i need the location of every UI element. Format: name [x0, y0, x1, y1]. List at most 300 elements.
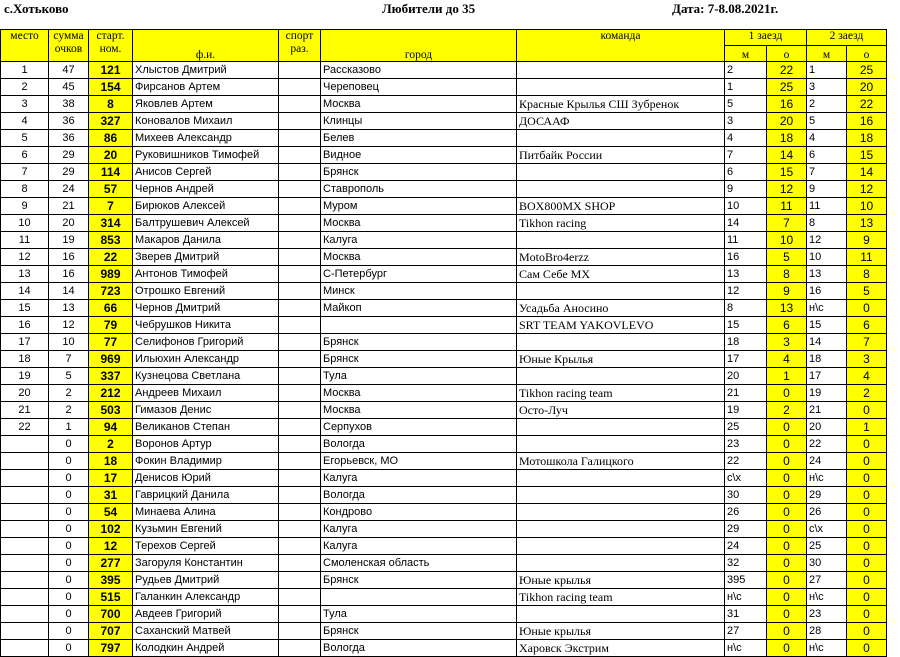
cell-race1-place: 17	[725, 351, 767, 368]
cell-name: Руковишников Тимофей	[133, 147, 279, 164]
cell-race2-points: 0	[847, 538, 887, 555]
cell-race1-points: 0	[767, 640, 807, 657]
cell-place	[1, 572, 49, 589]
cell-team	[517, 334, 725, 351]
cell-city: Тула	[321, 606, 517, 623]
cell-sport-rank	[279, 198, 321, 215]
cell-place: 5	[1, 130, 49, 147]
cell-place	[1, 589, 49, 606]
cell-race2-points: 0	[847, 623, 887, 640]
cell-race1-place: 29	[725, 521, 767, 538]
cell-sport-rank	[279, 215, 321, 232]
cell-points: 19	[49, 232, 89, 249]
cell-name: Анисов Сергей	[133, 164, 279, 181]
cell-city: Брянск	[321, 351, 517, 368]
cell-team	[517, 130, 725, 147]
cell-place: 14	[1, 283, 49, 300]
cell-sport-rank	[279, 538, 321, 555]
cell-race1-place: 2	[725, 62, 767, 79]
cell-race2-place: 17	[807, 368, 847, 385]
cell-city: С-Петербург	[321, 266, 517, 283]
cell-name: Галанкин Александр	[133, 589, 279, 606]
cell-race2-points: 0	[847, 300, 887, 317]
cell-points: 16	[49, 266, 89, 283]
cell-points: 38	[49, 96, 89, 113]
cell-race2-points: 0	[847, 555, 887, 572]
cell-points: 29	[49, 164, 89, 181]
cell-name: Денисов Юрий	[133, 470, 279, 487]
cell-place: 20	[1, 385, 49, 402]
cell-race2-place: 26	[807, 504, 847, 521]
cell-place	[1, 538, 49, 555]
cell-race1-points: 11	[767, 198, 807, 215]
cell-race2-points: 15	[847, 147, 887, 164]
cell-points: 1	[49, 419, 89, 436]
cell-race1-place: 1	[725, 79, 767, 96]
cell-race2-points: 16	[847, 113, 887, 130]
cell-race1-place: 31	[725, 606, 767, 623]
cell-race2-points: 0	[847, 453, 887, 470]
cell-name: Чебрушков Никита	[133, 317, 279, 334]
cell-race2-place: 27	[807, 572, 847, 589]
cell-city: Брянск	[321, 572, 517, 589]
cell-race1-place: 395	[725, 572, 767, 589]
cell-place	[1, 521, 49, 538]
table-row	[1, 181, 887, 198]
cell-city: Рассказово	[321, 62, 517, 79]
cell-team	[517, 555, 725, 572]
cell-team: Tikhon racing team	[517, 589, 725, 606]
col-header-start-num: старт. ном.	[89, 30, 133, 62]
table-row	[1, 538, 887, 555]
cell-race1-points: 5	[767, 249, 807, 266]
table-row	[1, 198, 887, 215]
cell-race2-place: 16	[807, 283, 847, 300]
cell-race2-points: 4	[847, 368, 887, 385]
cell-race1-points: 8	[767, 266, 807, 283]
cell-name: Балтрушевич Алексей	[133, 215, 279, 232]
cell-city: Кондрово	[321, 504, 517, 521]
cell-sport-rank	[279, 317, 321, 334]
cell-race2-place: 10	[807, 249, 847, 266]
cell-place: 11	[1, 232, 49, 249]
col-header-race1: 1 заезд	[725, 30, 807, 46]
cell-city: Калуга	[321, 232, 517, 249]
cell-city: Минск	[321, 283, 517, 300]
cell-start-num: 337	[89, 368, 133, 385]
cell-points: 0	[49, 640, 89, 657]
cell-sport-rank	[279, 334, 321, 351]
cell-sport-rank	[279, 589, 321, 606]
cell-race2-points: 1	[847, 419, 887, 436]
cell-start-num: 17	[89, 470, 133, 487]
cell-race1-place: 23	[725, 436, 767, 453]
cell-team	[517, 62, 725, 79]
table-row	[1, 504, 887, 521]
table-row	[1, 453, 887, 470]
col-header-race1-points: о	[767, 46, 807, 62]
cell-team	[517, 419, 725, 436]
cell-place: 21	[1, 402, 49, 419]
cell-start-num: 102	[89, 521, 133, 538]
cell-name: Кузнецова Светлана	[133, 368, 279, 385]
cell-points: 0	[49, 555, 89, 572]
cell-sport-rank	[279, 232, 321, 249]
cell-team	[517, 283, 725, 300]
cell-place	[1, 436, 49, 453]
table-row	[1, 79, 887, 96]
cell-city: Белев	[321, 130, 517, 147]
table-row	[1, 113, 887, 130]
cell-race1-points: 16	[767, 96, 807, 113]
cell-race2-place: 22	[807, 436, 847, 453]
cell-name: Макаров Данила	[133, 232, 279, 249]
cell-race2-points: 13	[847, 215, 887, 232]
cell-team	[517, 606, 725, 623]
cell-place	[1, 470, 49, 487]
cell-points: 12	[49, 317, 89, 334]
col-header-points: сумма очков	[49, 30, 89, 62]
cell-place	[1, 504, 49, 521]
cell-name: Чернов Андрей	[133, 181, 279, 198]
table-row	[1, 640, 887, 657]
cell-team: Юные крылья	[517, 572, 725, 589]
cell-race1-points: 3	[767, 334, 807, 351]
cell-points: 0	[49, 572, 89, 589]
cell-team	[517, 470, 725, 487]
cell-place: 9	[1, 198, 49, 215]
cell-sport-rank	[279, 62, 321, 79]
cell-race1-place: 25	[725, 419, 767, 436]
cell-race2-place: н\с	[807, 470, 847, 487]
cell-race2-place: 18	[807, 351, 847, 368]
cell-race2-place: 9	[807, 181, 847, 198]
cell-team: Питбайк России	[517, 147, 725, 164]
cell-race1-place: 4	[725, 130, 767, 147]
cell-place	[1, 623, 49, 640]
cell-race1-points: 0	[767, 589, 807, 606]
cell-start-num: 515	[89, 589, 133, 606]
cell-city: Брянск	[321, 164, 517, 181]
cell-race1-points: 20	[767, 113, 807, 130]
cell-name: Гимазов Денис	[133, 402, 279, 419]
cell-place	[1, 555, 49, 572]
cell-place	[1, 640, 49, 657]
table-row	[1, 232, 887, 249]
cell-place: 8	[1, 181, 49, 198]
cell-race2-place: 25	[807, 538, 847, 555]
cell-name: Загоруля Константин	[133, 555, 279, 572]
table-row	[1, 334, 887, 351]
cell-race1-place: 5	[725, 96, 767, 113]
cell-points: 14	[49, 283, 89, 300]
cell-points: 10	[49, 334, 89, 351]
cell-race2-points: 5	[847, 283, 887, 300]
cell-city: Брянск	[321, 623, 517, 640]
cell-race1-place: 26	[725, 504, 767, 521]
cell-sport-rank	[279, 181, 321, 198]
cell-race1-points: 0	[767, 487, 807, 504]
cell-race1-points: 0	[767, 521, 807, 538]
cell-race1-points: 0	[767, 385, 807, 402]
cell-points: 0	[49, 504, 89, 521]
cell-race2-points: 11	[847, 249, 887, 266]
cell-sport-rank	[279, 249, 321, 266]
table-row	[1, 606, 887, 623]
cell-points: 0	[49, 521, 89, 538]
cell-name: Рудьев Дмитрий	[133, 572, 279, 589]
cell-race2-place: 14	[807, 334, 847, 351]
cell-race1-points: 6	[767, 317, 807, 334]
cell-sport-rank	[279, 283, 321, 300]
cell-city: Брянск	[321, 334, 517, 351]
cell-points: 0	[49, 623, 89, 640]
cell-city: Вологда	[321, 640, 517, 657]
cell-sport-rank	[279, 521, 321, 538]
cell-name: Чернов Дмитрий	[133, 300, 279, 317]
cell-race2-points: 10	[847, 198, 887, 215]
results-table	[0, 29, 887, 657]
cell-points: 0	[49, 470, 89, 487]
cell-name: Минаева Алина	[133, 504, 279, 521]
cell-name: Яковлев Артем	[133, 96, 279, 113]
table-row	[1, 385, 887, 402]
col-header-city: город	[321, 30, 517, 62]
cell-race2-points: 0	[847, 640, 887, 657]
cell-points: 47	[49, 62, 89, 79]
cell-points: 0	[49, 589, 89, 606]
cell-race2-place: 12	[807, 232, 847, 249]
cell-name: Селифонов Григорий	[133, 334, 279, 351]
table-row	[1, 555, 887, 572]
col-header-place: место	[1, 30, 49, 62]
cell-race1-points: 25	[767, 79, 807, 96]
cell-sport-rank	[279, 300, 321, 317]
cell-team: Tikhon racing team	[517, 385, 725, 402]
table-row	[1, 351, 887, 368]
cell-race2-points: 0	[847, 487, 887, 504]
cell-points: 45	[49, 79, 89, 96]
cell-race2-place: 6	[807, 147, 847, 164]
table-row	[1, 164, 887, 181]
cell-place: 7	[1, 164, 49, 181]
cell-race2-place: 5	[807, 113, 847, 130]
cell-race2-points: 0	[847, 504, 887, 521]
cell-city: Москва	[321, 402, 517, 419]
cell-start-num: 121	[89, 62, 133, 79]
cell-race2-place: 2	[807, 96, 847, 113]
cell-race1-place: 20	[725, 368, 767, 385]
cell-sport-rank	[279, 130, 321, 147]
cell-start-num: 18	[89, 453, 133, 470]
cell-race1-place: 14	[725, 215, 767, 232]
cell-race1-place: 19	[725, 402, 767, 419]
cell-start-num: 969	[89, 351, 133, 368]
cell-race1-place: 8	[725, 300, 767, 317]
cell-city: Егорьевск, МО	[321, 453, 517, 470]
cell-race2-points: 14	[847, 164, 887, 181]
cell-place	[1, 453, 49, 470]
cell-race2-place: 23	[807, 606, 847, 623]
cell-city: Москва	[321, 96, 517, 113]
cell-start-num: 212	[89, 385, 133, 402]
cell-start-num: 79	[89, 317, 133, 334]
cell-name: Саханский Матвей	[133, 623, 279, 640]
cell-race1-points: 14	[767, 147, 807, 164]
cell-place: 19	[1, 368, 49, 385]
cell-start-num: 723	[89, 283, 133, 300]
cell-race2-place: 20	[807, 419, 847, 436]
cell-race1-place: 32	[725, 555, 767, 572]
cell-start-num: 12	[89, 538, 133, 555]
cell-sport-rank	[279, 504, 321, 521]
cell-sport-rank	[279, 419, 321, 436]
table-row	[1, 96, 887, 113]
cell-start-num: 989	[89, 266, 133, 283]
cell-city: Череповец	[321, 79, 517, 96]
cell-race2-points: 12	[847, 181, 887, 198]
cell-points: 20	[49, 215, 89, 232]
cell-race2-place: 4	[807, 130, 847, 147]
cell-race2-place: 28	[807, 623, 847, 640]
cell-sport-rank	[279, 79, 321, 96]
cell-start-num: 700	[89, 606, 133, 623]
cell-name: Авдеев Григорий	[133, 606, 279, 623]
cell-city: Майкоп	[321, 300, 517, 317]
cell-sport-rank	[279, 453, 321, 470]
cell-race1-points: 18	[767, 130, 807, 147]
cell-race1-points: 10	[767, 232, 807, 249]
cell-race1-place: 12	[725, 283, 767, 300]
table-header-row	[1, 30, 887, 46]
cell-start-num: 77	[89, 334, 133, 351]
cell-race1-place: 22	[725, 453, 767, 470]
cell-city: Москва	[321, 249, 517, 266]
cell-points: 36	[49, 130, 89, 147]
cell-race1-points: 0	[767, 436, 807, 453]
cell-race2-place: с\х	[807, 521, 847, 538]
cell-start-num: 314	[89, 215, 133, 232]
cell-sport-rank	[279, 623, 321, 640]
category-title: Любители до 35	[382, 1, 476, 16]
cell-name: Фирсанов Артем	[133, 79, 279, 96]
cell-start-num: 57	[89, 181, 133, 198]
cell-start-num: 327	[89, 113, 133, 130]
cell-race1-place: 16	[725, 249, 767, 266]
cell-race2-points: 0	[847, 606, 887, 623]
cell-place	[1, 487, 49, 504]
cell-race2-points: 20	[847, 79, 887, 96]
cell-team: Красные Крылья СШ Зубренок	[517, 96, 725, 113]
table-row	[1, 572, 887, 589]
cell-team: Усадьба Аносино	[517, 300, 725, 317]
cell-name: Отрошко Евгений	[133, 283, 279, 300]
table-row	[1, 62, 887, 79]
table-row	[1, 215, 887, 232]
cell-team	[517, 79, 725, 96]
table-row	[1, 623, 887, 640]
cell-race1-points: 0	[767, 606, 807, 623]
cell-team	[517, 436, 725, 453]
cell-place: 16	[1, 317, 49, 334]
cell-name: Коновалов Михаил	[133, 113, 279, 130]
cell-start-num: 86	[89, 130, 133, 147]
cell-place: 13	[1, 266, 49, 283]
cell-city: Видное	[321, 147, 517, 164]
table-row	[1, 266, 887, 283]
cell-race1-points: 13	[767, 300, 807, 317]
cell-team	[517, 487, 725, 504]
cell-race1-place: 10	[725, 198, 767, 215]
cell-race2-place: н\с	[807, 589, 847, 606]
cell-place: 10	[1, 215, 49, 232]
cell-start-num: 22	[89, 249, 133, 266]
cell-race2-points: 0	[847, 589, 887, 606]
cell-points: 0	[49, 436, 89, 453]
table-row	[1, 487, 887, 504]
cell-team	[517, 521, 725, 538]
table-row	[1, 419, 887, 436]
cell-place: 4	[1, 113, 49, 130]
cell-sport-rank	[279, 640, 321, 657]
cell-start-num: 2	[89, 436, 133, 453]
table-row	[1, 249, 887, 266]
cell-points: 2	[49, 385, 89, 402]
table-row	[1, 402, 887, 419]
cell-race1-place: 6	[725, 164, 767, 181]
cell-race1-place: н\с	[725, 640, 767, 657]
col-header-race1-place: м	[725, 46, 767, 62]
cell-name: Фокин Владимир	[133, 453, 279, 470]
cell-start-num: 277	[89, 555, 133, 572]
cell-race2-points: 18	[847, 130, 887, 147]
cell-race1-place: 9	[725, 181, 767, 198]
cell-points: 24	[49, 181, 89, 198]
cell-start-num: 66	[89, 300, 133, 317]
cell-race1-place: 3	[725, 113, 767, 130]
cell-race1-points: 15	[767, 164, 807, 181]
cell-points: 0	[49, 487, 89, 504]
table-row	[1, 300, 887, 317]
cell-race1-points: 0	[767, 419, 807, 436]
cell-start-num: 707	[89, 623, 133, 640]
cell-city: Вологда	[321, 436, 517, 453]
cell-race1-place: 13	[725, 266, 767, 283]
cell-place: 22	[1, 419, 49, 436]
cell-team	[517, 232, 725, 249]
cell-race2-place: 21	[807, 402, 847, 419]
cell-race1-points: 9	[767, 283, 807, 300]
col-header-team: команда	[517, 30, 725, 62]
cell-points: 16	[49, 249, 89, 266]
cell-city: Вологда	[321, 487, 517, 504]
table-row	[1, 521, 887, 538]
cell-race1-points: 0	[767, 504, 807, 521]
cell-race2-place: 19	[807, 385, 847, 402]
cell-team: Мотошкола Галицкого	[517, 453, 725, 470]
cell-name: Великанов Степан	[133, 419, 279, 436]
cell-race2-place: н\с	[807, 300, 847, 317]
cell-team	[517, 538, 725, 555]
cell-name: Андреев Михаил	[133, 385, 279, 402]
cell-race1-points: 0	[767, 453, 807, 470]
cell-sport-rank	[279, 436, 321, 453]
table-row	[1, 317, 887, 334]
cell-race2-place: 15	[807, 317, 847, 334]
cell-city: Муром	[321, 198, 517, 215]
cell-start-num: 94	[89, 419, 133, 436]
cell-race2-points: 7	[847, 334, 887, 351]
